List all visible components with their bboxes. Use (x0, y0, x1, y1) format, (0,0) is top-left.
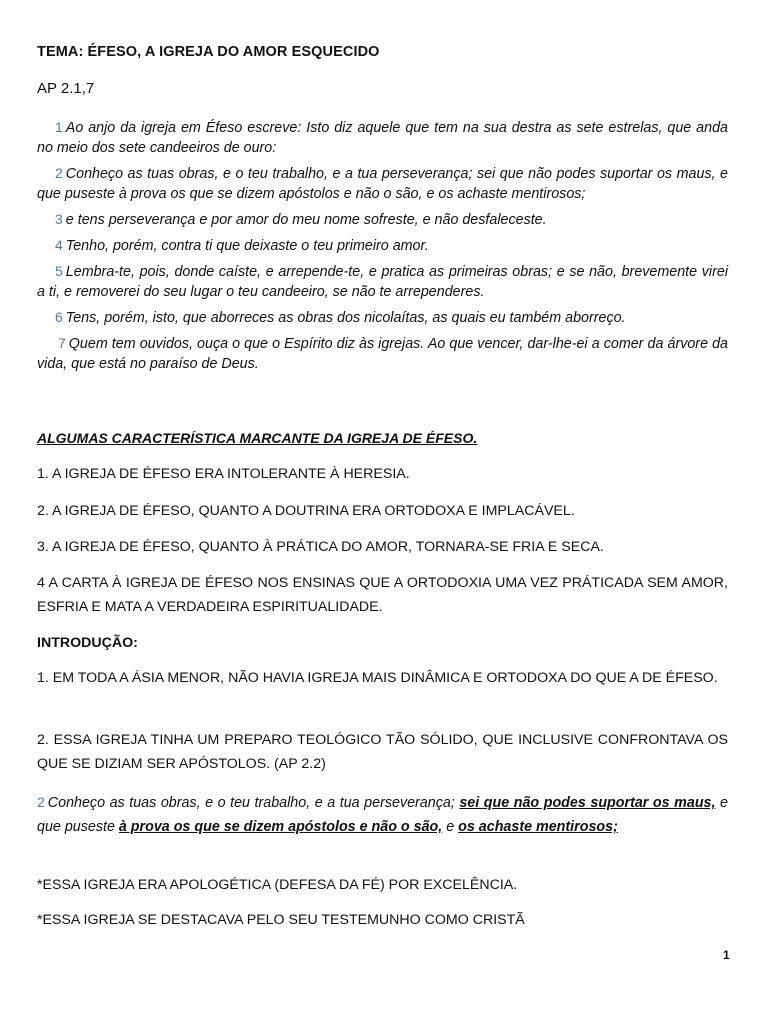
quote-highlight: os achaste mentirosos; (458, 819, 618, 835)
quote-highlight: sei que não podes suportar os maus, (459, 795, 716, 811)
verse-text: Lembra-te, pois, donde caíste, e arrepende-te, e pratica as primeiras obras; e se não, brevemente virei a ti, e removerei do seu lugar o teu candeeiro, se não te arrependeres. (37, 264, 728, 300)
verse-number: 3 (55, 211, 63, 227)
verse-text: Conheço as tuas obras, e o teu trabalho, e a tua perseverança; sei que não podes suportar os maus, e que puseste à prova os que se dizem apóstolos e não o são, e os achaste mentirosos; (37, 166, 728, 202)
verse-number: 5 (55, 263, 63, 279)
characteristic-item: 1. A IGREJA DE ÉFESO ERA INTOLERANTE À HERESIA. (37, 466, 410, 482)
verse (37, 307, 728, 328)
page-number: 1 (723, 948, 730, 962)
verse-quote (37, 790, 728, 839)
document-title: TEMA: ÉFESO, A IGREJA DO AMOR ESQUECIDO (37, 44, 380, 60)
verse-number: 4 (55, 237, 63, 253)
verse-list (37, 117, 728, 379)
verse (37, 117, 728, 158)
verse (37, 235, 728, 256)
characteristics-heading: ALGUMAS CARACTERÍSTICA MARCANTE DA IGREJA DE ÉFESO. (37, 430, 478, 446)
characteristic-item: 4 A CARTA À IGREJA DE ÉFESO NOS ENSINAS QUE A ORTODOXIA UMA VEZ PRÁTICADA SEM AMOR, ESFRIA E MATA A VERDADEIRA ESPIRITUALIDADE. (37, 575, 728, 615)
verse-text: e tens perseverança e por amor do meu nome sofreste, e não desfaleceste. (65, 212, 547, 228)
verse-number: 2 (37, 794, 45, 810)
verse (37, 163, 728, 204)
verse (37, 209, 728, 230)
characteristic-item: 3. A IGREJA DE ÉFESO, QUANTO À PRÁTICA DO AMOR, TORNARA-SE FRIA E SECA. (37, 539, 604, 555)
quote-highlight: à prova os que se dizem apóstolos e não o são, (118, 819, 443, 835)
introduction-note: *ESSA IGREJA SE DESTACAVA PELO SEU TESTEMUNHO COMO CRISTÃ (37, 912, 525, 928)
quote-text: e (442, 819, 459, 835)
introduction-note: *ESSA IGREJA ERA APOLOGÉTICA (DEFESA DA FÉ) POR EXCELÊNCIA. (37, 877, 518, 893)
quote-text: Conheço as tuas obras, e o teu trabalho, e a tua perseverança; (47, 795, 460, 811)
verse-number: 7 (58, 335, 66, 351)
characteristic-item: 2. A IGREJA DE ÉFESO, QUANTO A DOUTRINA ERA ORTODOXA E IMPLACÁVEL. (37, 503, 575, 519)
verse-text: Tens, porém, isto, que aborreces as obras dos nicolaítas, as quais eu também aborreço. (65, 310, 626, 326)
verse (37, 333, 728, 374)
introduction-heading: INTRODUÇÃO: (37, 635, 138, 651)
introduction-item: 2. ESSA IGREJA TINHA UM PREPARO TEOLÓGICO TÃO SÓLIDO, QUE INCLUSIVE CONFRONTAVA OS QUE SE DIZIAM SER APÓSTOLOS. (AP 2.2) (37, 732, 728, 772)
scripture-reference: AP 2.1,7 (37, 80, 95, 97)
verse-number: 1 (55, 119, 63, 135)
verse-text: Ao anjo da igreja em Éfeso escreve: Isto diz aquele que tem na sua destra as sete estrelas, que anda no meio dos sete candeeiros de ouro: (37, 120, 728, 156)
verse-text: Tenho, porém, contra ti que deixaste o teu primeiro amor. (65, 238, 429, 254)
verse-number: 2 (55, 165, 63, 181)
verse (37, 261, 728, 302)
verse-text: Quem tem ouvidos, ouça o que o Espírito diz às igrejas. Ao que vencer, dar-lhe-ei a comer da árvore da vida, que está no paraíso de Deus. (37, 336, 728, 372)
verse-number: 6 (55, 309, 63, 325)
quote-text: e que puseste (37, 795, 728, 835)
introduction-item: 1. EM TODA A ÁSIA MENOR, NÃO HAVIA IGREJA MAIS DINÂMICA E ORTODOXA DO QUE A DE ÉFESO. (37, 670, 718, 686)
